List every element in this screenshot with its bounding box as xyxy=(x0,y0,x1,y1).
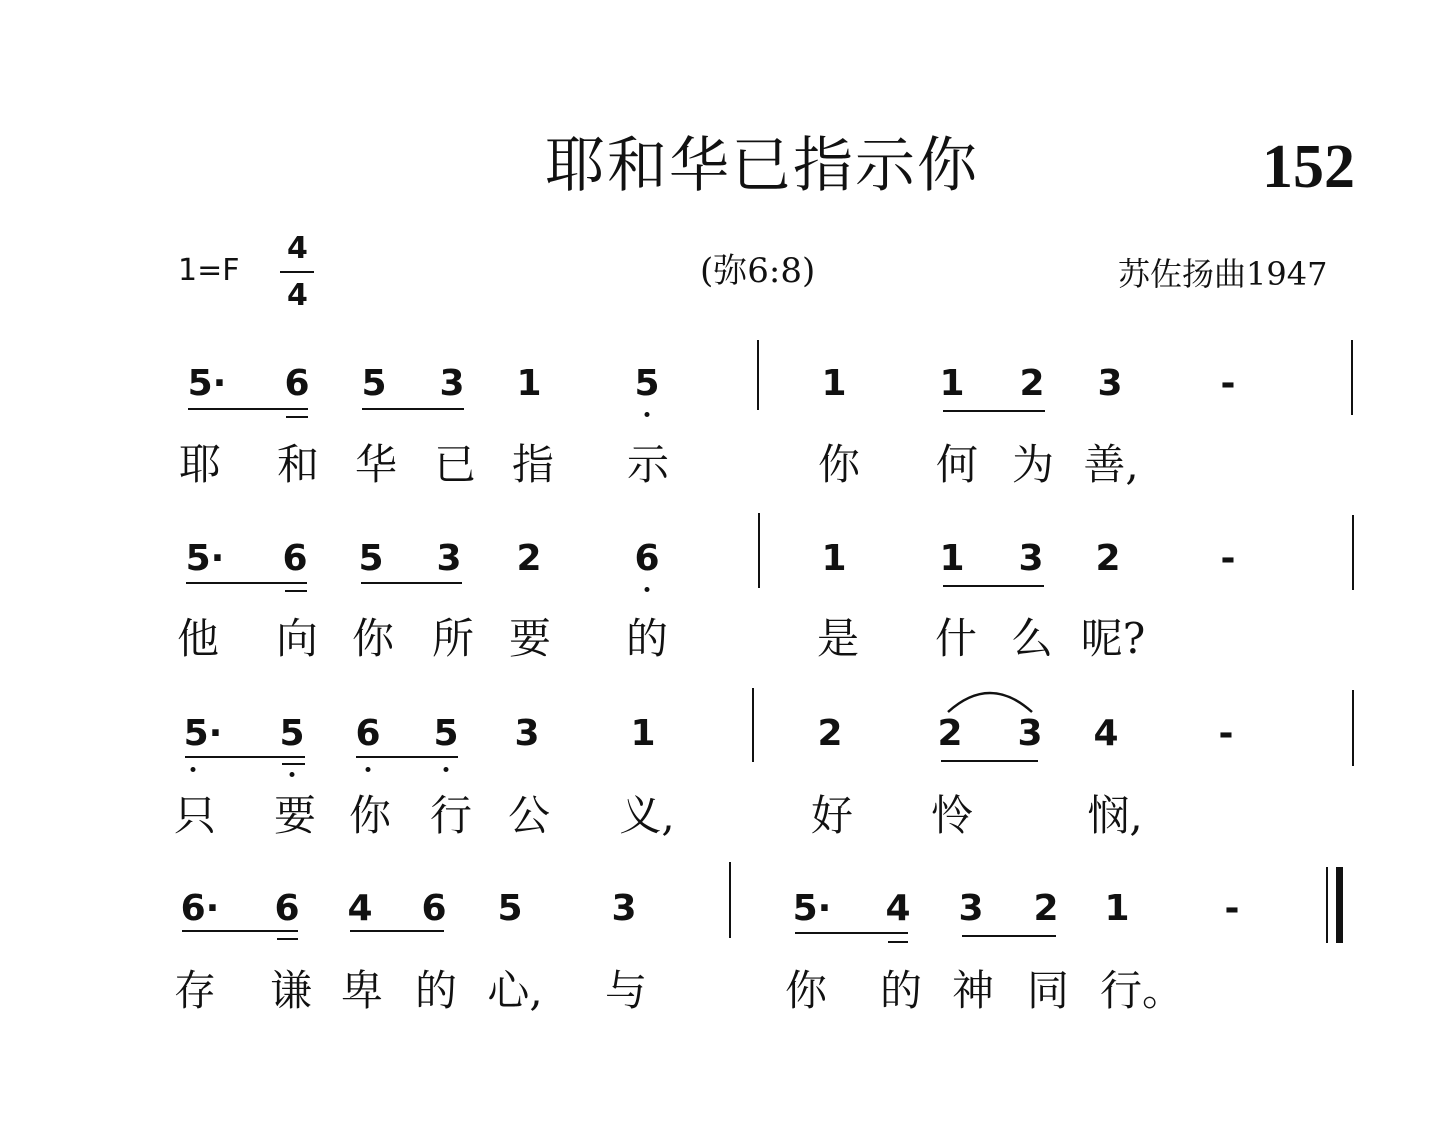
beam-underline-second xyxy=(286,416,308,418)
beam-underline xyxy=(943,410,1045,412)
beam-underline-second xyxy=(282,763,305,765)
lyric-syllable: 指 xyxy=(511,440,555,489)
hymn-title: 耶和华已指示你 xyxy=(545,131,979,201)
lyric-syllable: 的 xyxy=(625,614,669,663)
barline xyxy=(1352,515,1354,590)
beam-underline xyxy=(962,935,1056,937)
lyric-syllable: 你 xyxy=(348,791,392,840)
beam-underline xyxy=(795,932,908,934)
note: 1 xyxy=(821,363,847,404)
note: 3 xyxy=(514,713,540,754)
octave-dot-below xyxy=(645,587,650,592)
beam-underline xyxy=(362,408,464,410)
note: 2 xyxy=(1019,363,1045,404)
beam-underline-second xyxy=(285,590,307,592)
note: 5· xyxy=(187,363,227,404)
lyric-syllable: 神 xyxy=(951,966,995,1015)
note: - xyxy=(1218,713,1234,754)
final-barline-thick xyxy=(1336,867,1343,943)
lyric-syllable: 怜 xyxy=(930,791,974,840)
lyric-syllable: 是 xyxy=(816,614,860,663)
beam-underline xyxy=(941,760,1038,762)
lyric-syllable: 耶 xyxy=(178,440,222,489)
scripture-reference: (弥6:8) xyxy=(700,251,816,291)
slur-tie xyxy=(940,688,1040,718)
note: 3 xyxy=(436,538,462,579)
lyric-syllable: 你 xyxy=(784,966,828,1015)
note: 5· xyxy=(792,888,832,929)
note: 3 xyxy=(439,363,465,404)
barline xyxy=(729,862,731,938)
note: 5 xyxy=(279,713,305,754)
lyric-syllable: 向 xyxy=(275,614,319,663)
lyric-syllable: 义, xyxy=(619,791,675,840)
octave-dot-below xyxy=(645,412,650,417)
note: 1 xyxy=(516,363,542,404)
lyric-syllable: 的 xyxy=(414,966,458,1015)
note: 6 xyxy=(282,538,308,579)
note: 2 xyxy=(1095,538,1121,579)
hymn-number: 152 xyxy=(1262,133,1355,201)
beam-underline-second xyxy=(277,938,298,940)
lyric-syllable: 华 xyxy=(354,440,398,489)
lyric-syllable: 么 xyxy=(1010,614,1054,663)
note: 5 xyxy=(361,363,387,404)
note: 3 xyxy=(958,888,984,929)
lyric-syllable: 谦 xyxy=(269,966,313,1015)
note: - xyxy=(1224,888,1240,929)
beam-underline xyxy=(361,582,462,584)
note: 6 xyxy=(634,538,660,579)
barline xyxy=(752,688,754,762)
octave-dot-below xyxy=(290,772,295,777)
barline xyxy=(758,513,760,588)
lyric-syllable: 什 xyxy=(934,614,978,663)
note: 5· xyxy=(185,538,225,579)
barline xyxy=(1351,340,1353,415)
note: 5· xyxy=(183,713,223,754)
lyric-syllable: 他 xyxy=(176,614,220,663)
note: 4 xyxy=(1093,713,1119,754)
time-signature-bottom: 4 xyxy=(287,278,308,313)
lyric-syllable: 只 xyxy=(173,791,217,840)
lyric-syllable: 同 xyxy=(1026,966,1070,1015)
beam-underline-second xyxy=(888,941,908,943)
lyric-syllable: 和 xyxy=(276,440,320,489)
octave-dot-below xyxy=(444,767,449,772)
note: 1 xyxy=(939,538,965,579)
beam-underline xyxy=(186,582,307,584)
note: 3 xyxy=(1018,538,1044,579)
lyric-syllable: 公 xyxy=(507,791,551,840)
note: 3 xyxy=(1017,713,1043,754)
note: 5 xyxy=(433,713,459,754)
final-barline-thin xyxy=(1326,867,1328,943)
lyric-syllable: 与 xyxy=(604,966,648,1015)
note: 1 xyxy=(939,363,965,404)
lyric-syllable: 要 xyxy=(508,614,552,663)
barline xyxy=(1352,690,1354,766)
note: 2 xyxy=(516,538,542,579)
lyric-syllable: 所 xyxy=(431,614,475,663)
note: - xyxy=(1220,363,1236,404)
note: 2 xyxy=(1033,888,1059,929)
lyric-syllable: 悯, xyxy=(1087,791,1143,840)
note: 4 xyxy=(885,888,911,929)
beam-underline xyxy=(188,408,308,410)
lyric-syllable: 的 xyxy=(879,966,923,1015)
octave-dot-below xyxy=(366,767,371,772)
beam-underline xyxy=(182,930,298,932)
note: 6 xyxy=(284,363,310,404)
beam-underline xyxy=(356,756,458,758)
beam-underline xyxy=(185,756,305,758)
lyric-syllable: 已 xyxy=(433,440,477,489)
beam-underline xyxy=(350,930,444,932)
key-signature: 1=F xyxy=(178,253,240,288)
composer-credit: 苏佐扬曲1947 xyxy=(1118,255,1328,293)
lyric-syllable: 为 xyxy=(1011,440,1055,489)
note: 3 xyxy=(611,888,637,929)
lyric-syllable: 要 xyxy=(273,791,317,840)
lyric-syllable: 心, xyxy=(487,966,543,1015)
note: 4 xyxy=(347,888,373,929)
lyric-syllable: 你 xyxy=(817,440,861,489)
note: 5 xyxy=(634,363,660,404)
note: 3 xyxy=(1097,363,1123,404)
note: 6 xyxy=(421,888,447,929)
note: 6 xyxy=(274,888,300,929)
lyric-syllable: 呢? xyxy=(1080,614,1146,663)
lyric-syllable: 你 xyxy=(351,614,395,663)
lyric-syllable: 好 xyxy=(810,791,854,840)
note: 6· xyxy=(180,888,220,929)
lyric-syllable: 存 xyxy=(173,966,217,1015)
note: 1 xyxy=(821,538,847,579)
note: 2 xyxy=(817,713,843,754)
beam-underline xyxy=(943,585,1044,587)
lyric-syllable: 何 xyxy=(935,440,979,489)
note: 1 xyxy=(1104,888,1130,929)
lyric-syllable: 卑 xyxy=(340,966,384,1015)
lyric-syllable: 善, xyxy=(1083,440,1139,489)
lyric-syllable: 行 xyxy=(429,791,473,840)
time-signature-bar xyxy=(280,271,314,273)
note: 1 xyxy=(630,713,656,754)
note: - xyxy=(1220,538,1236,579)
note: 5 xyxy=(358,538,384,579)
lyric-syllable: 示 xyxy=(626,440,670,489)
time-signature-top: 4 xyxy=(287,231,308,266)
note: 2 xyxy=(937,713,963,754)
barline xyxy=(757,340,759,410)
lyric-syllable: 行。 xyxy=(1099,966,1185,1015)
note: 6 xyxy=(355,713,381,754)
octave-dot-below xyxy=(191,767,196,772)
note: 5 xyxy=(497,888,523,929)
